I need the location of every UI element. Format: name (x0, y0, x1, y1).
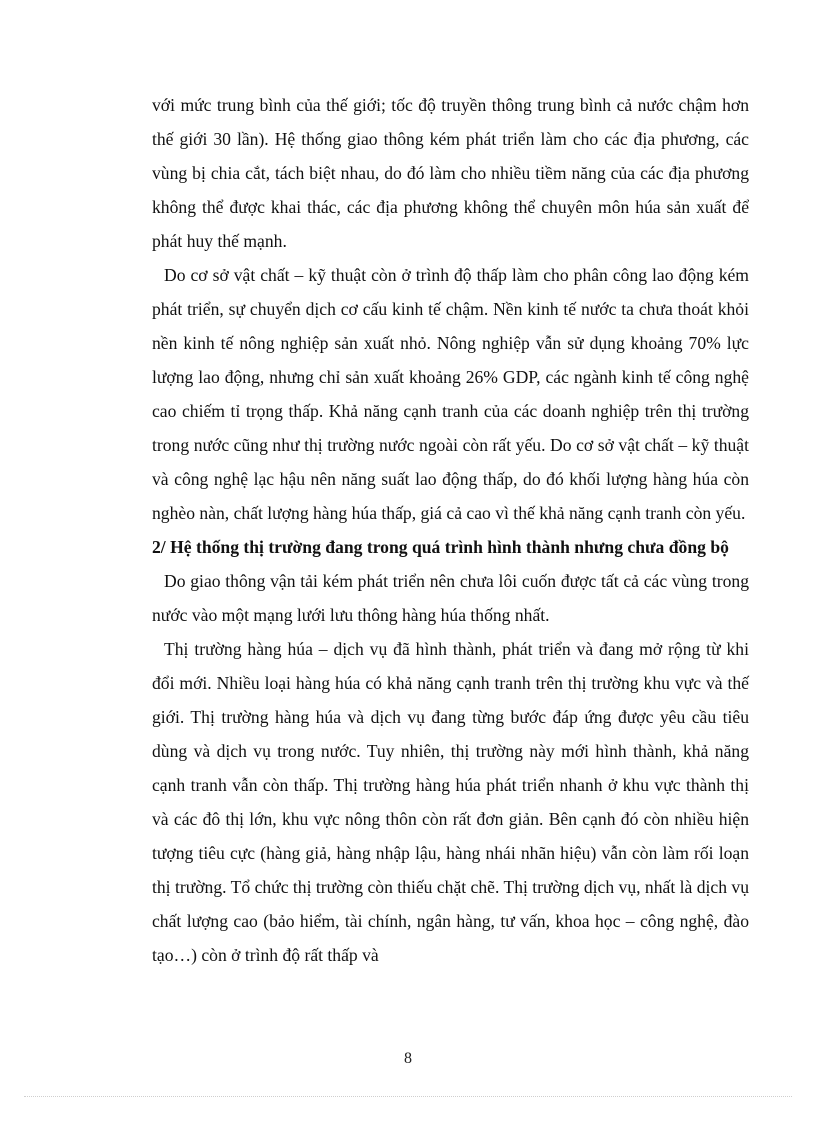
paragraph-transport-continued: với mức trung bình của thế giới; tốc độ truyền thông trung bình cả nước chậm hơn thế giới 30 lần). Hệ thống giao thông kém phát triển làm cho các địa phương, các vùng bị chia cắt, tách biệt nhau, do đó làm cho nhiều tiềm năng của các địa phương không thể được khai thác, các địa phương không thể chuyên môn húa sản xuất để phát huy thế mạnh. (152, 95, 749, 251)
footer-divider (24, 1096, 792, 1097)
paragraph-goods-market: Thị trường hàng húa – dịch vụ đã hình thành, phát triển và đang mở rộng từ khi đổi mới. Nhiều loại hàng húa có khả năng cạnh tranh trên thị trường khu vực và thế giới. Thị trường hàng húa và dịch vụ đang từng bước đáp ứng được yêu cầu tiêu dùng và dịch vụ trong nước. Tuy nhiên, thị trường này mới hình thành, khả năng cạnh tranh vẫn còn thấp. Thị trường hàng húa phát triển nhanh ở khu vực thành thị và các đô thị lớn, khu vực nông thôn còn rất đơn giản. Bên cạnh đó còn nhiều hiện tượng tiêu cực (hàng giả, hàng nhập lậu, hàng nhái nhãn hiệu) vẫn còn làm rối loạn thị trường. Tổ chức thị trường còn thiếu chặt chẽ. Thị trường dịch vụ, nhất là dịch vụ chất lượng cao (bảo hiểm, tài chính, ngân hàng, tư vấn, khoa học – công nghệ, đào tạo…) còn ở trình độ rất thấp và (152, 639, 750, 965)
paragraph-infrastructure: Do cơ sở vật chất – kỹ thuật còn ở trình độ thấp làm cho phân công lao động kém phát triển, sự chuyển dịch cơ cấu kinh tế chậm. Nền kinh tế nước ta chưa thoát khỏi nền kinh tế nông nghiệp sản xuất nhỏ. Nông nghiệp vẫn sử dụng khoảng 70% lực lượng lao động, nhưng chỉ sản xuất khoảng 26% GDP, các ngành kinh tế công nghệ cao chiếm tỉ trọng thấp. Khả năng cạnh tranh của các doanh nghiệp trên thị trường trong nước cũng như thị trường nước ngoài còn rất yếu. Do cơ sở vật chất – kỹ thuật và công nghệ lạc hậu nên năng suất lao động thấp, do đó khối lượng hàng húa còn nghèo nàn, chất lượng hàng húa thấp, giá cả cao vì thế khả năng cạnh tranh còn yếu. (152, 265, 749, 523)
section-heading: 2/ Hệ thống thị trường đang trong quá trình hình thành nhưng chưa đồng bộ (152, 537, 729, 557)
document-body (152, 88, 749, 972)
page-number: 8 (404, 1050, 412, 1067)
paragraph-transport-network: Do giao thông vận tải kém phát triển nên chưa lôi cuốn được tất cả các vùng trong nước vào một mạng lưới lưu thông hàng húa thống nhất. (152, 571, 749, 625)
